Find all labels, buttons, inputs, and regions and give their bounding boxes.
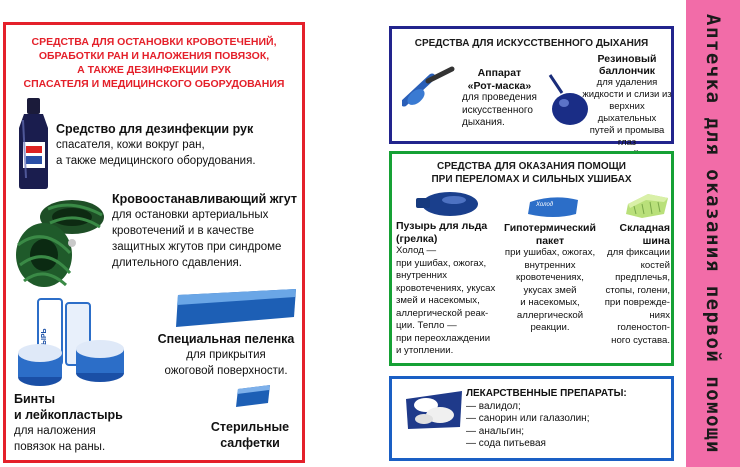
mouth-mask-label: Аппарат «Рот-маска» для проведения искусственного дыхания. bbox=[462, 67, 537, 128]
tourniquet-icon bbox=[14, 195, 118, 295]
fracture-panel bbox=[389, 151, 674, 366]
ice-bag-label: Пузырь для льда (грелка) Холод — при ушибах, ожогах, внутренних кровотечениях, укусах змей и насекомых, аллергической реак- ции. Тепло — при переохлаждении и утоплении. bbox=[396, 220, 496, 356]
bandage-label: Бинты и лейкопластырь для наложения повязок на раны. bbox=[14, 392, 123, 453]
bleeding-panel-title: СРЕДСТВА ДЛЯ ОСТАНОВКИ КРОВОТЕЧЕНИЙ, ОБРАБОТКИ РАН И НАЛОЖЕНИЯ ПОВЯЗОК, А ТАКЖЕ ДЕЗИНФЕКЦИИ РУК СПАСАТЕЛЯ И МЕДИЦИНСКОГО ОБОРУДОВАНИЯ bbox=[23, 36, 285, 90]
breathing-panel-title: СРЕДСТВА ДЛЯ ИСКУССТВЕННОГО ДЫХАНИЯ bbox=[414, 38, 649, 49]
disinfectant-bottle-icon bbox=[16, 98, 52, 190]
splint-label: Складная шина для фиксации костей предплечья, стопы, голени, при поврежде- ниях голеностоп- ного сустава. bbox=[604, 222, 670, 346]
burn-sheet-label: Специальная пеленка для прикрытия ожоговой поверхности. bbox=[157, 332, 295, 377]
fracture-panel-title: СРЕДСТВА ДЛЯ ОКАЗАНИЯ ПОМОЩИ ПРИ ПЕРЕЛОМАХ И СИЛЬНЫХ УШИБАХ bbox=[431, 161, 632, 185]
rubber-bulb-label: Резиновый баллончик для удаления жидкости и слизи из верхних дыхательных путей и промыва глаз bbox=[582, 53, 672, 148]
medicine-item: — анальгин; bbox=[466, 425, 525, 437]
medicine-item: — санорин или галазолин; bbox=[466, 413, 590, 424]
sidebar-banner bbox=[686, 0, 740, 467]
pills-icon bbox=[404, 387, 464, 431]
sterile-wipes-label: Стерильные салфетки bbox=[210, 420, 290, 450]
bleeding-control-panel bbox=[3, 22, 305, 463]
burn-sheet-icon bbox=[174, 287, 299, 329]
medicines-title: ЛЕКАРСТВЕННЫЕ ПРЕПАРАТЫ: bbox=[466, 388, 627, 399]
cold-pack-icon bbox=[526, 194, 582, 220]
medicines-panel bbox=[389, 376, 674, 461]
mouth-mask-icon bbox=[402, 63, 460, 111]
breathing-panel bbox=[389, 26, 674, 148]
sterile-wipes-icon bbox=[234, 383, 272, 409]
splint-icon bbox=[624, 192, 670, 220]
medicines-list bbox=[466, 388, 627, 451]
cold-pack-label: Гипотермический пакет при ушибах, ожогах, внутренних кровотечениях, укусах змей и насекомых, аллергической реакции. bbox=[504, 222, 596, 333]
sidebar-title: Аптечка для оказания первой помощи bbox=[702, 13, 724, 454]
medicine-item: — сода питьевая bbox=[466, 438, 546, 449]
cold-pack-text: Холод bbox=[536, 202, 554, 208]
disinfectant-label: Средство для дезинфекции рук спасателя, кожи вокруг ран, а также медицинского оборудования. bbox=[56, 122, 256, 167]
ice-bag-icon bbox=[414, 188, 480, 218]
medicine-item: — валидол; bbox=[466, 400, 521, 412]
bandage-plaster-icon bbox=[14, 297, 139, 387]
tourniquet-label: Кровоостанавливающий жгут для остановки артериальных кровотечений и в качестве защитных жгутов при синдроме длительного сдавления. bbox=[112, 192, 298, 269]
